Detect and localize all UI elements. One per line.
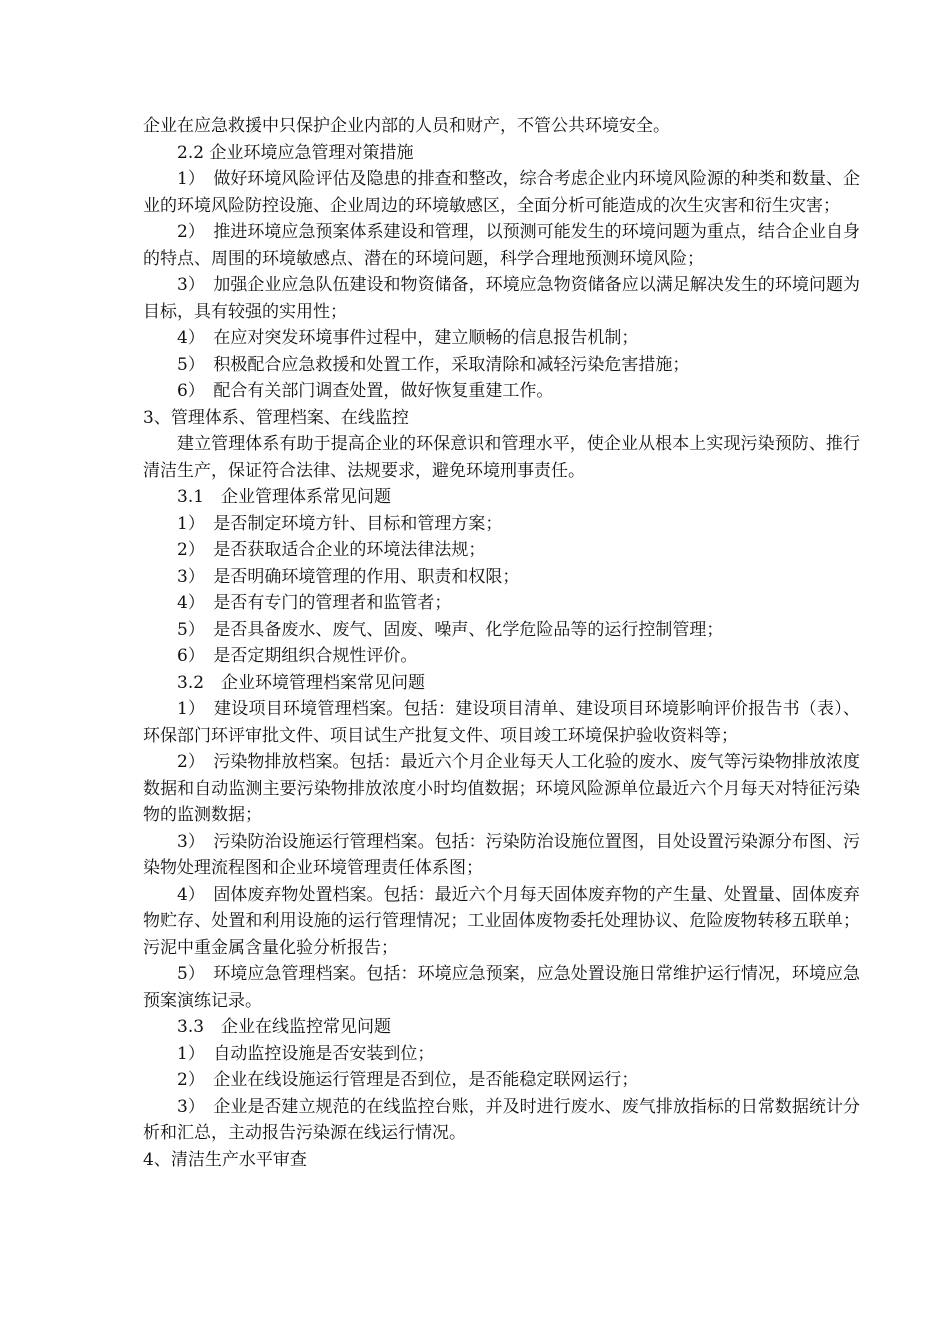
list-item: 5） 是否具备废水、废气、固废、噪声、化学危险品等的运行控制管理；	[177, 619, 724, 640]
list-item: 3） 加强企业应急队伍建设和物资储备，环境应急物资储备应以满足解决发生的环境问题为目标，具有较强的实用性；	[143, 275, 860, 322]
list-item: 1） 是否制定环境方针、目标和管理方案；	[177, 513, 503, 534]
list-item: 3） 企业是否建立规范的在线监控台账，并及时进行废水、废气排放指标的日常数据统计分析和汇总，主动报告污染源在线运行情况。	[143, 1096, 860, 1143]
list-item: 2） 企业在线设施运行管理是否到位，是否能稳定联网运行；	[177, 1070, 639, 1090]
section-heading: 3.2 企业环境管理档案常见问题	[177, 672, 426, 693]
list-item: 1） 自动监控设施是否安装到位；	[177, 1043, 435, 1064]
chapter-heading: 3、管理体系、管理档案、在线监控	[143, 407, 409, 428]
section-heading: 2.2 企业环境应急管理对策措施	[177, 142, 414, 163]
chapter-heading: 4、清洁生产水平审查	[143, 1149, 307, 1170]
list-item: 2） 推进环境应急预案体系建设和管理，以预测可能发生的环境问题为重点，结合企业自身的特点、周围的环境敏感点、潜在的环境问题，科学合理地预测环境风险；	[143, 222, 860, 269]
paragraph: 企业在应急救援中只保护企业内部的人员和财产，不管公共环境安全。	[143, 116, 670, 136]
list-item: 4） 在应对突发环境事件过程中，建立顺畅的信息报告机制；	[177, 328, 639, 348]
list-item: 1） 做好环境风险评估及隐患的排查和整改，综合考虑企业内环境风险源的种类和数量、企业的环境风险防控设施、企业周边的环境敏感区，全面分析可能造成的次生灾害和衍生灾害；	[143, 169, 860, 216]
list-item: 1） 建设项目环境管理档案。包括：建设项目清单、建设项目环境影响评价报告书（表）、环保部门环评审批文件、项目试生产批复文件、项目竣工环境保护验收资料等；	[143, 699, 860, 746]
section-heading: 3.3 企业在线监控常见问题	[177, 1017, 392, 1037]
list-item: 3） 是否明确环境管理的作用、职责和权限；	[177, 566, 520, 587]
list-item: 5） 积极配合应急救援和处置工作，采取清除和减轻污染危害措施；	[177, 354, 690, 375]
list-item: 3） 污染防治设施运行管理档案。包括：污染防治设施位置图，目处设置污染源分布图、污染物处理流程图和企业环境管理责任体系图；	[143, 831, 860, 878]
section-heading: 3.1 企业管理体系常见问题	[177, 487, 392, 507]
list-item: 2） 是否获取适合企业的环境法律法规；	[177, 540, 486, 560]
list-item: 4） 固体废弃物处置档案。包括：最近六个月每天固体废弃物的产生量、处置量、固体废弃物贮存、处置和利用设施的运行管理情况；工业固体废物委托处理协议、危险废物转移五联单；污泥中重金属含量化验分析报告；	[143, 884, 860, 958]
list-item: 2） 污染物排放档案。包括：最近六个月企业每天人工化验的废水、废气等污染物排放浓度数据和自动监测主要污染物排放浓度小时均值数据；环境风险源单位最近六个月每天对特征污染物的监测数据；	[143, 752, 860, 825]
list-item: 6） 配合有关部门调查处置，做好恢复重建工作。	[177, 381, 554, 401]
list-item: 6） 是否定期组织合规性评价。	[177, 646, 418, 666]
list-item: 4） 是否有专门的管理者和监管者；	[177, 593, 452, 613]
list-item: 5） 环境应急管理档案。包括：环境应急预案，应急处置设施日常维护运行情况，环境应急预案演练记录。	[143, 964, 860, 1011]
paragraph: 建立管理体系有助于提高企业的环保意识和管理水平，使企业从根本上实现污染预防、推行清洁生产，保证符合法律、法规要求，避免环境刑事责任。	[143, 434, 860, 481]
document-body	[143, 113, 860, 1173]
